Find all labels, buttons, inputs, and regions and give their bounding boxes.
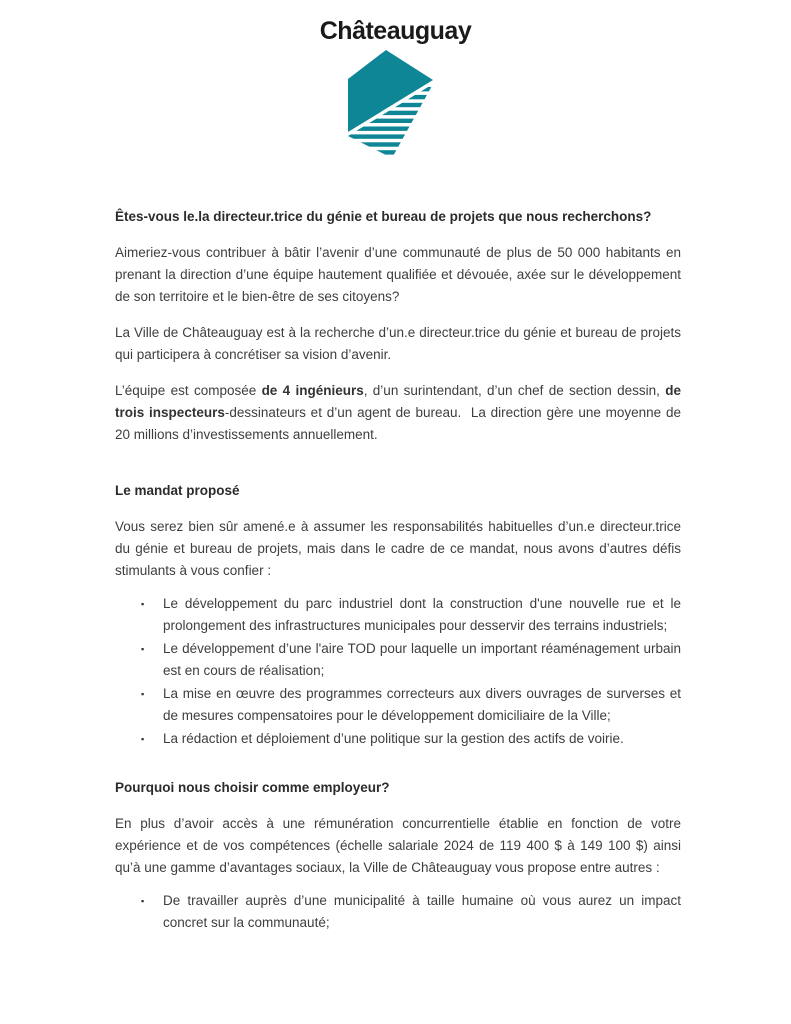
intro-heading: Êtes-vous le.la directeur.trice du génie et bureau de projets que nous recherchons? xyxy=(115,209,652,224)
bullet-square-icon: ▪ xyxy=(141,599,145,609)
bullet-square-icon: ▪ xyxy=(141,734,145,744)
bullet-square-icon: ▪ xyxy=(141,644,145,654)
list-item xyxy=(141,683,681,727)
employer-intro-paragraph: En plus d’avoir accès à une rémunération concurrentielle établie en fonction de votre expérience et de vos compétences (échelle salariale 2024 de 119 400 $ à 149 100 $) ainsi qu’à une gamme d’avantages sociaux, la Ville de Châteauguay vous propose entre autres : xyxy=(115,816,681,875)
city-wordmark: Châteauguay xyxy=(319,17,472,45)
bullet-square-icon: ▪ xyxy=(141,689,145,699)
employer-bullet-list xyxy=(115,890,681,934)
intro-paragraph-2: La Ville de Châteauguay est à la recherche d’un.e directeur.trice du génie et bureau de projets qui participera à concrétiser sa vision d’avenir. xyxy=(115,325,681,362)
intro-paragraph-1: Aimeriez-vous contribuer à bâtir l’avenir d’une communauté de plus de 50 000 habitants en prenant la direction d’une équipe hautement qualifiée et dévouée, axée sur le développement de son territoire et le bien-être de ses citoyens? xyxy=(115,245,681,304)
team-paragraph: L’équipe est composée de 4 ingénieurs, d’un surintendant, d’un chef de section dessin, de trois inspecteurs-dessinateurs et d’un agent de bureau. La direction gère une moyenne de 20 millions d’investissements annuellement. xyxy=(115,383,681,442)
mandate-intro-paragraph: Vous serez bien sûr amené.e à assumer les responsabilités habituelles d’un.e directeur.trice du génie et bureau de projets, mais dans le cadre de ce mandat, nous avons d’autres défis stimulants à vous confier : xyxy=(115,519,681,578)
list-item-text: Le développement du parc industriel dont la construction d'une nouvelle rue et le prolongement des infrastructures municipales pour desservir des terrains industriels; xyxy=(163,596,681,633)
city-logo-icon xyxy=(344,49,436,159)
employer-heading: Pourquoi nous choisir comme employeur? xyxy=(115,780,390,795)
list-item xyxy=(141,728,681,750)
mandate-heading: Le mandat proposé xyxy=(115,483,240,498)
city-logo-block xyxy=(0,16,791,164)
list-item-text: Le développement d’une l'aire TOD pour laquelle un important réaménagement urbain est en cours de réalisation; xyxy=(163,641,681,678)
mandate-bullet-list xyxy=(115,593,681,750)
bullet-square-icon: ▪ xyxy=(141,896,145,906)
list-item-text: La mise en œuvre des programmes correcteurs aux divers ouvrages de surverses et de mesures compensatoires pour le développement domiciliaire de la Ville; xyxy=(163,686,681,723)
list-item-text: De travailler auprès d’une municipalité à taille humaine où vous aurez un impact concret sur la communauté; xyxy=(163,893,681,930)
list-item xyxy=(141,593,681,637)
list-item-text: La rédaction et déploiement d’une politique sur la gestion des actifs de voirie. xyxy=(163,731,624,746)
list-item xyxy=(141,890,681,934)
list-item xyxy=(141,638,681,682)
document-body xyxy=(115,206,681,934)
